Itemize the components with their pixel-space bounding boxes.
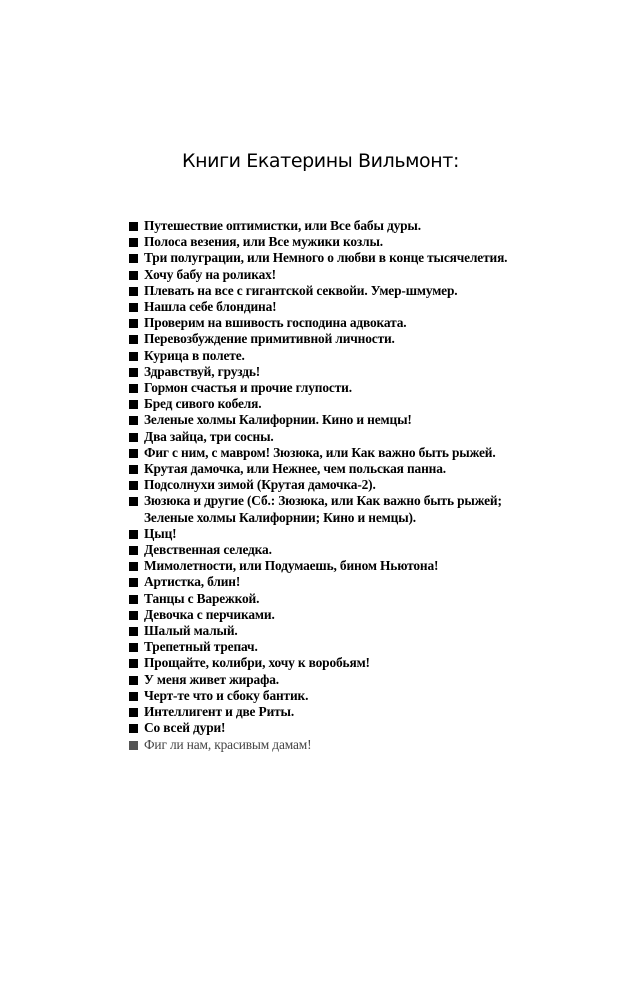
- book-title: Плевать на все с гигантской секвойи. Умер-шмумер.: [144, 282, 458, 298]
- book-title: Танцы с Варежкой.: [144, 590, 260, 606]
- book-title: Шалый малый.: [144, 623, 238, 639]
- book-title-line-2: Зеленые холмы Калифорнии; Кино и немцы).: [144, 509, 417, 525]
- square-bullet-icon: [129, 578, 138, 587]
- book-title: Хочу бабу на роликах!: [144, 266, 276, 282]
- square-bullet-icon: [129, 335, 138, 344]
- square-bullet-icon: [129, 465, 138, 474]
- square-bullet-icon: [129, 368, 138, 377]
- book-title: Трепетный трепач.: [144, 639, 258, 655]
- square-bullet-icon: [129, 546, 138, 555]
- list-item: [129, 250, 599, 266]
- square-bullet-icon: [129, 708, 138, 717]
- square-bullet-icon: [129, 254, 138, 263]
- square-bullet-icon: [129, 595, 138, 604]
- list-item: [129, 558, 599, 574]
- square-bullet-icon: [129, 562, 138, 571]
- square-bullet-icon: [129, 319, 138, 328]
- list-item: [129, 639, 599, 655]
- list-item: [129, 267, 599, 283]
- list-item: [129, 396, 599, 412]
- book-title: Здравствуй, груздь!: [144, 363, 261, 379]
- square-bullet-icon: [129, 416, 138, 425]
- square-bullet-icon: [129, 433, 138, 442]
- square-bullet-icon: [129, 724, 138, 733]
- list-item: [129, 364, 599, 380]
- list-item: [129, 348, 599, 364]
- book-list: [129, 218, 599, 753]
- square-bullet-icon: [129, 287, 138, 296]
- list-item: [129, 574, 599, 590]
- list-item: [129, 737, 599, 753]
- book-title: Гормон счастья и прочие глупости.: [144, 380, 352, 396]
- list-item: [129, 591, 599, 607]
- page-title: Книги Екатерины Вильмонт:: [182, 150, 459, 172]
- square-bullet-icon: [129, 627, 138, 636]
- book-title: Три полуграции, или Немного о любви в конце тысячелетия.: [144, 250, 508, 266]
- book-title: Нашла себе блондина!: [144, 299, 277, 315]
- square-bullet-icon: [129, 497, 138, 506]
- book-title-line-1: Зюзюка и другие (Сб.: Зюзюка, или Как важно быть рыжей;: [144, 493, 502, 509]
- square-bullet-icon: [129, 643, 138, 652]
- book-title: Фиг ли нам, красивым дамам!: [144, 736, 312, 752]
- list-item: [129, 623, 599, 639]
- book-title: Полоса везения, или Все мужики козлы.: [144, 234, 384, 250]
- square-bullet-icon: [129, 400, 138, 409]
- book-title: У меня живет жирафа.: [144, 671, 279, 687]
- book-title: Бред сивого кобеля.: [144, 396, 262, 412]
- square-bullet-icon: [129, 741, 138, 750]
- book-title: Подсолнухи зимой (Крутая дамочка-2).: [144, 477, 376, 493]
- square-bullet-icon: [129, 449, 138, 458]
- square-bullet-icon: [129, 271, 138, 280]
- list-item: [129, 283, 599, 299]
- book-title: Девственная селедка.: [144, 542, 272, 558]
- list-item: [129, 234, 599, 250]
- book-title: Со всей дури!: [144, 720, 226, 736]
- book-title: Артистка, блин!: [144, 574, 241, 590]
- list-item: [129, 720, 599, 736]
- list-item: [129, 704, 599, 720]
- list-item: [129, 445, 599, 461]
- square-bullet-icon: [129, 481, 138, 490]
- book-title: Проверим на вшивость господина адвоката.: [144, 315, 407, 331]
- list-item: [129, 429, 599, 445]
- square-bullet-icon: [129, 384, 138, 393]
- book-title: Черт-те что и сбоку бантик.: [144, 687, 309, 703]
- list-item: [129, 493, 599, 525]
- book-title: Курица в полете.: [144, 347, 245, 363]
- book-title: Фиг с ним, с мавром! Зюзюка, или Как важно быть рыжей.: [144, 444, 496, 460]
- square-bullet-icon: [129, 530, 138, 539]
- list-item: [129, 672, 599, 688]
- book-title: Путешествие оптимистки, или Все бабы дуры.: [144, 218, 421, 233]
- square-bullet-icon: [129, 676, 138, 685]
- list-item: [129, 688, 599, 704]
- square-bullet-icon: [129, 238, 138, 247]
- list-item: [129, 542, 599, 558]
- square-bullet-icon: [129, 611, 138, 620]
- square-bullet-icon: [129, 222, 138, 231]
- book-title: Перевозбуждение примитивной личности.: [144, 331, 395, 347]
- book-title: Девочка с перчиками.: [144, 606, 275, 622]
- square-bullet-icon: [129, 659, 138, 668]
- book-title: Интеллигент и две Риты.: [144, 704, 295, 720]
- book-title: Зеленые холмы Калифорнии. Кино и немцы!: [144, 412, 412, 428]
- square-bullet-icon: [129, 303, 138, 312]
- list-item: [129, 331, 599, 347]
- list-item: [129, 412, 599, 428]
- list-item: [129, 477, 599, 493]
- square-bullet-icon: [129, 352, 138, 361]
- list-item: [129, 315, 599, 331]
- book-title: Прощайте, колибри, хочу к воробьям!: [144, 655, 370, 671]
- list-item: [129, 461, 599, 477]
- square-bullet-icon: [129, 692, 138, 701]
- list-item: [129, 607, 599, 623]
- book-title: Цыц!: [144, 525, 177, 541]
- list-item: [129, 218, 599, 234]
- list-item: [129, 299, 599, 315]
- book-title: Крутая дамочка, или Нежнее, чем польская панна.: [144, 461, 446, 477]
- book-title: Мимолетности, или Подумаешь, бином Ньютона!: [144, 558, 439, 574]
- book-title: Два зайца, три сосны.: [144, 428, 274, 444]
- list-item: [129, 655, 599, 671]
- list-item: [129, 380, 599, 396]
- list-item: [129, 526, 599, 542]
